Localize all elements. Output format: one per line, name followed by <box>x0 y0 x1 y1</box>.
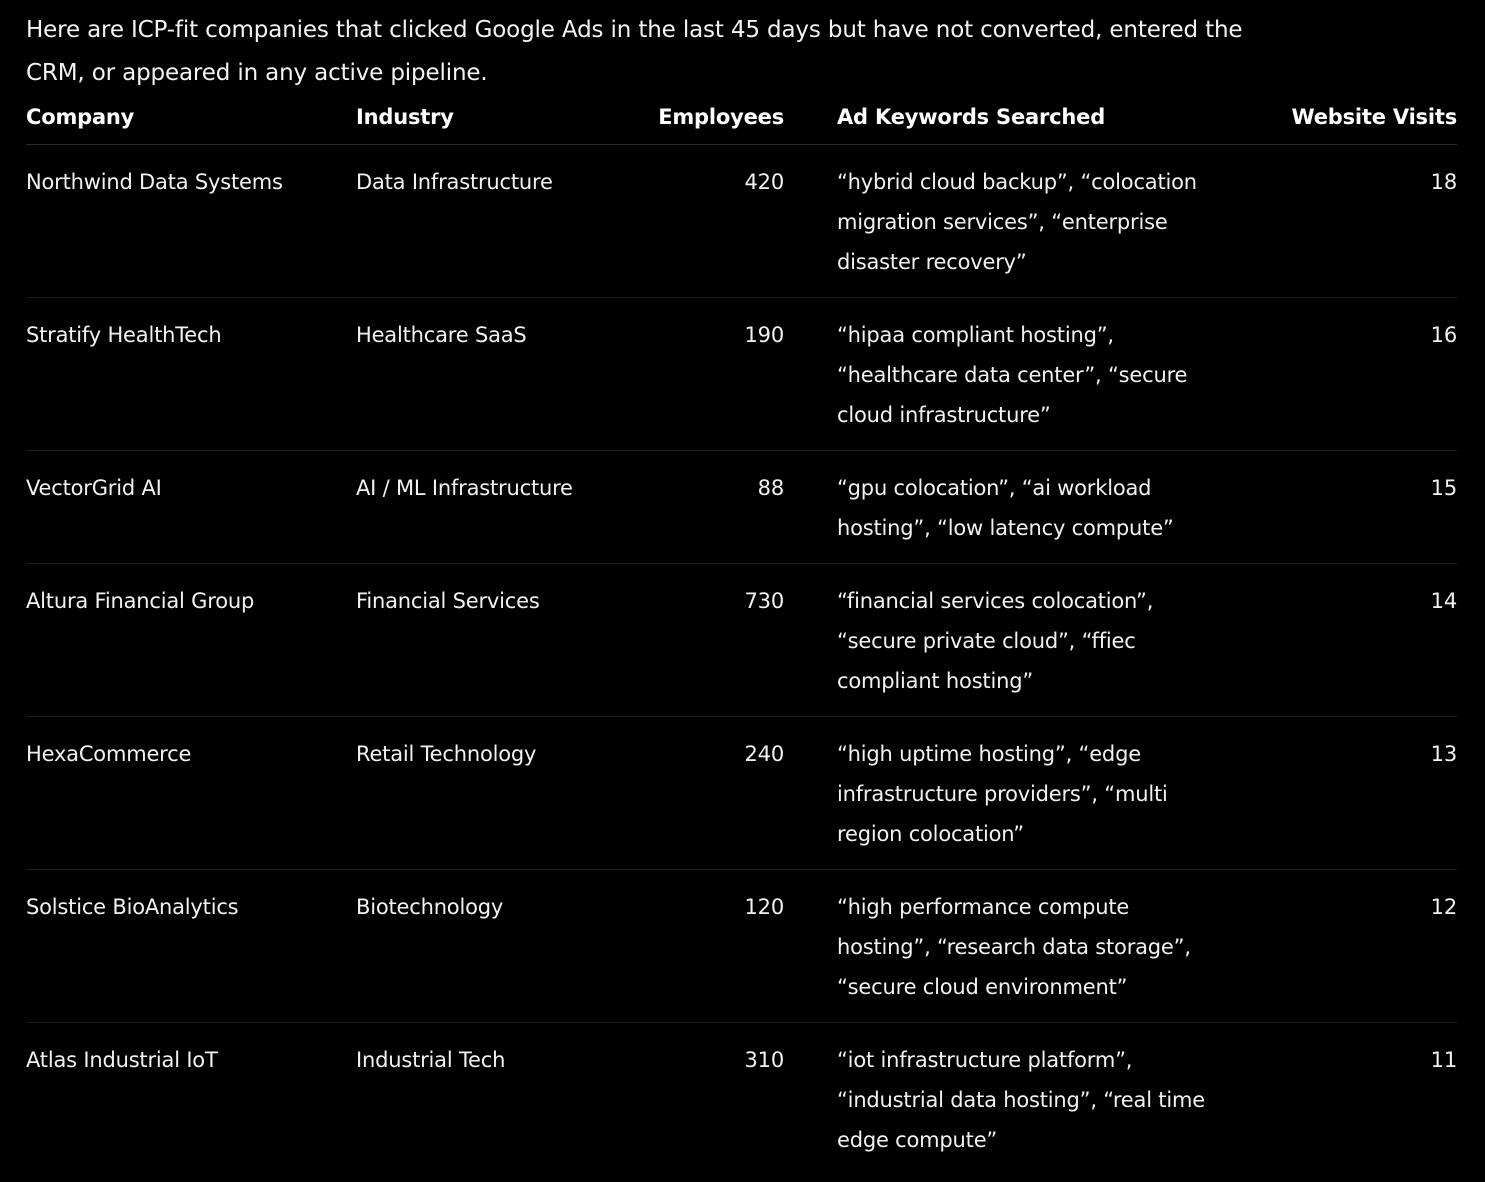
cell-keywords: “gpu colocation”, “ai workload hosting”, “low latency compute” <box>837 451 1207 564</box>
header-spacer <box>784 105 837 145</box>
table-header <box>26 105 1457 145</box>
companies-table <box>26 105 1457 1175</box>
table-row <box>26 564 1457 717</box>
cell-spacer <box>784 145 837 298</box>
cell-company: Solstice BioAnalytics <box>26 870 356 1023</box>
header-employees: Employees <box>586 105 784 145</box>
cell-visits: 12 <box>1207 870 1457 1023</box>
cell-company: Atlas Industrial IoT <box>26 1048 218 1072</box>
cell-visits: 15 <box>1207 451 1457 564</box>
cell-company: VectorGrid AI <box>26 451 356 564</box>
cell-industry: Data Infrastructure <box>356 145 586 298</box>
cell-keywords: “high uptime hosting”, “edge infrastructure providers”, “multi region colocation” <box>837 717 1207 870</box>
cell-industry: Healthcare SaaS <box>356 298 586 451</box>
cell-visits: 13 <box>1207 717 1457 870</box>
cell-employees: 190 <box>586 298 784 451</box>
cell-industry: AI / ML Infrastructure <box>356 451 586 564</box>
cell-company: Altura Financial Group <box>26 564 356 717</box>
cell-visits: 14 <box>1207 564 1457 717</box>
cell-spacer <box>784 564 837 717</box>
cell-spacer <box>784 451 837 564</box>
header-visits: Website Visits <box>1207 105 1457 145</box>
cell-company: HexaCommerce <box>26 717 356 870</box>
header-company: Company <box>26 105 356 145</box>
table-row <box>26 870 1457 1023</box>
cell-keywords: “hybrid cloud backup”, “colocation migration services”, “enterprise disaster recovery” <box>837 145 1207 298</box>
cell-employees: 120 <box>586 870 784 1023</box>
cell-employees: 730 <box>586 564 784 717</box>
table-row <box>26 1023 1457 1176</box>
header-industry: Industry <box>356 105 586 145</box>
cell-employees: 310 <box>744 1048 784 1072</box>
cell-employees: 420 <box>586 145 784 298</box>
cell-keywords: “financial services colocation”, “secure private cloud”, “ffiec compliant hosting” <box>837 564 1207 717</box>
intro-text: Here are ICP-fit companies that clicked Google Ads in the last 45 days but have not converted, entered the CRM, or appeared in any active pipeline. <box>26 17 1243 86</box>
cell-keywords: “high performance compute hosting”, “research data storage”, “secure cloud environment” <box>837 870 1207 1023</box>
cell-company: Northwind Data Systems <box>26 145 356 298</box>
cell-visits: 16 <box>1207 298 1457 451</box>
header-row <box>26 105 1457 145</box>
cell-industry: Retail Technology <box>356 717 586 870</box>
cell-spacer <box>784 298 837 451</box>
cell-company: Stratify HealthTech <box>26 298 356 451</box>
table-body <box>26 145 1457 1176</box>
header-keywords: Ad Keywords Searched <box>837 105 1207 145</box>
cell-spacer <box>784 1023 837 1176</box>
cell-visits: 11 <box>1430 1048 1457 1072</box>
cell-visits: 18 <box>1207 145 1457 298</box>
cell-keywords: “hipaa compliant hosting”, “healthcare data center”, “secure cloud infrastructure” <box>837 298 1207 451</box>
cell-industry: Financial Services <box>356 564 586 717</box>
cell-industry: Industrial Tech <box>356 1048 506 1072</box>
cell-spacer <box>784 717 837 870</box>
table-row <box>26 145 1457 298</box>
cell-employees: 240 <box>586 717 784 870</box>
table-row <box>26 298 1457 451</box>
cell-spacer <box>784 870 837 1023</box>
cell-keywords: “iot infrastructure platform”, “industrial data hosting”, “real time edge compute” <box>837 1048 1205 1152</box>
cell-industry: Biotechnology <box>356 870 586 1023</box>
table-row <box>26 717 1457 870</box>
cell-employees: 88 <box>586 451 784 564</box>
table-row <box>26 451 1457 564</box>
